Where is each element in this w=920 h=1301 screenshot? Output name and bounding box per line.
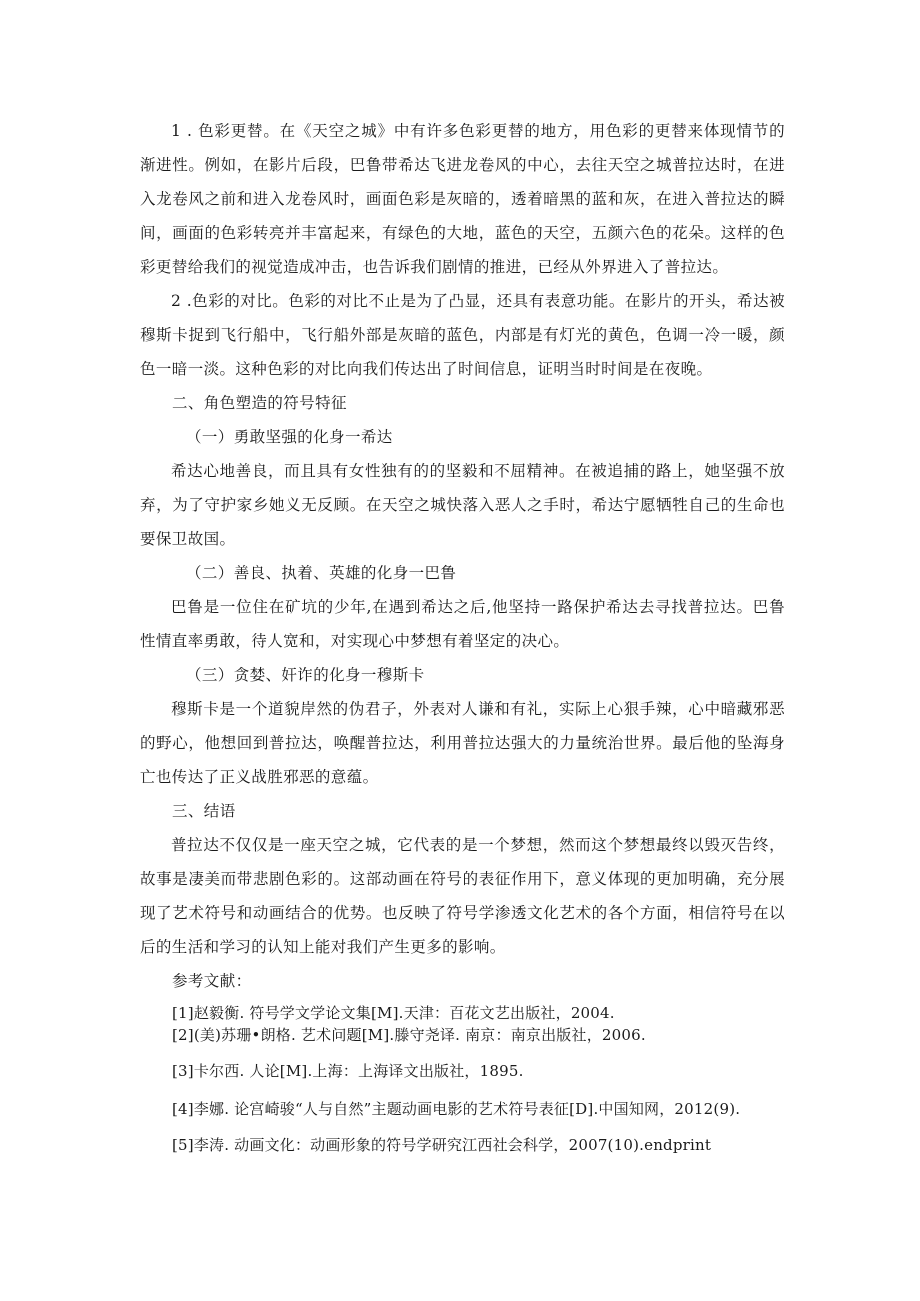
paragraph-pazu: 巴鲁是一位住在矿坑的少年,在遇到希达之后,他坚持一路保护希达去寻找普拉达。巴鲁性情直率勇敢，待人宽和，对实现心中梦想有着坚定的决心。 xyxy=(140,598,785,650)
paragraph-color-change: 1 . 色彩更替。在《天空之城》中有许多色彩更替的地方，用色彩的更替来体现情节的渐进性。例如，在影片后段，巴鲁带希达飞进龙卷风的中心，去往天空之城普拉达时，在进入龙卷风之前和进入龙卷风时，画面色彩是灰暗的，透着暗黑的蓝和灰，在进入普拉达的瞬间，画面的色彩转亮并丰富起来，有绿色的大地，蓝色的天空，五颜六色的花朵。这样的色彩更替给我们的视觉造成冲击，也告诉我们剧情的推进，已经从外界进入了普拉达。 xyxy=(140,122,785,276)
paragraph-sheeta: 希达心地善良，而且具有女性独有的的坚毅和不屈精神。在被追捕的路上，她坚强不放弃，为了守护家乡她义无反顾。在天空之城快落入恶人之手时，希达宁愿牺牲自己的生命也要保卫故国。 xyxy=(140,462,785,548)
paragraph-color-contrast: 2 .色彩的对比。色彩的对比不止是为了凸显，还具有表意功能。在影片的开头，希达被穆斯卡捉到飞行船中，飞行船外部是灰暗的蓝色，内部是有灯光的黄色，色调一冷一暖，颜色一暗一淡。这种色彩的对比向我们传达出了时间信息，证明当时时间是在夜晚。 xyxy=(140,292,785,378)
subheading-sheeta: （一）勇敢坚强的化身一希达 xyxy=(186,428,393,446)
paragraph-conclusion: 普拉达不仅仅是一座天空之城，它代表的是一个梦想，然而这个梦想最终以毁灭告终，故事是凄美而带悲剧色彩的。这部动画在符号的表征作用下，意义体现的更加明确，充分展现了艺术符号和动画结合的优势。也反映了符号学渗透文化艺术的各个方面，相信符号在以后的生活和学习的认知上能对我们产生更多的影响。 xyxy=(140,836,785,956)
section-heading-conclusion: 三、结语 xyxy=(172,802,236,820)
reference-item: [2](美)苏珊•朗格. 艺术问题[M].滕守尧译. 南京：南京出版社，2006. xyxy=(172,1026,646,1044)
references-title: 参考文献： xyxy=(172,972,252,990)
section-heading-character-symbols: 二、角色塑造的符号特征 xyxy=(172,394,347,412)
subheading-pazu: （二）善良、执着、英雄的化身一巴鲁 xyxy=(186,564,457,582)
reference-item: [5]李涛. 动画文化：动画形象的符号学研究江西社会科学，2007(10).endprint xyxy=(172,1136,712,1154)
paragraph-muska: 穆斯卡是一个道貌岸然的伪君子，外表对人谦和有礼，实际上心狠手辣，心中暗藏邪恶的野心，他想回到普拉达，唤醒普拉达，利用普拉达强大的力量统治世界。最后他的坠海身亡也传达了正义战胜邪恶的意蕴。 xyxy=(140,700,785,786)
reference-item: [4]李娜. 论宫崎骏“人与自然”主题动画电影的艺术符号表征[D].中国知网，2012(9). xyxy=(172,1100,741,1118)
reference-item: [3]卡尔西. 人论[M].上海：上海译文出版社，1895. xyxy=(172,1062,524,1080)
reference-item: [1]赵毅衡. 符号学文学论文集[M].天津：百花文艺出版社，2004. xyxy=(172,1004,615,1022)
subheading-muska: （三）贪婪、奸诈的化身一穆斯卡 xyxy=(186,666,425,684)
